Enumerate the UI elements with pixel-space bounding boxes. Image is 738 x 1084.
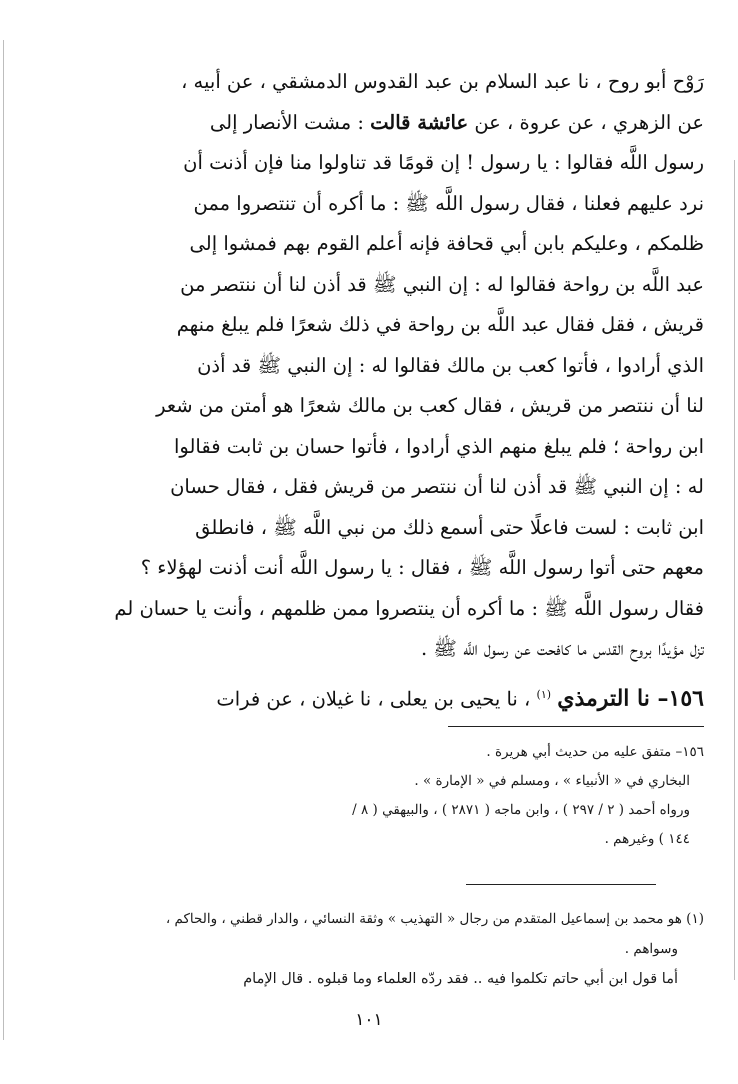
main-text-block	[84, 62, 704, 670]
footnote-line: وسواهم .	[624, 941, 678, 957]
footnote-line: (١) هو محمد بن إسماعيل المتقدم من رجال « التهذيب » وثقة النسائي ، والدار قطني ، والحاكم ،	[165, 911, 704, 927]
hadith-156-line	[84, 672, 704, 718]
text-line: نرد عليهم فعلنا ، فقال رسول اللَّه ﷺ : ما أكره أن تنتصروا ممن	[193, 191, 704, 215]
takhrij-notes	[90, 738, 704, 854]
text-line: ابن ثابت : لست فاعلًا حتى أسمع ذلك من نبي اللَّه ﷺ ، فانطلق	[195, 515, 704, 539]
text-line: الذي أرادوا ، فأتوا كعب بن مالك فقالوا له : إن النبي ﷺ قد أذن	[197, 353, 704, 377]
text-line: له : إن النبي ﷺ قد أذن لنا أن ننتصر من قريش فقل ، فقال حسان	[170, 475, 704, 498]
text-line: تزل مؤيدًا بروح القدس ما كافحت عن رسول اللَّه ﷺ .	[421, 637, 704, 660]
text-line: لنا أن ننتصر من قريش ، فقال كعب بن مالك شعرًا هو أمتن من شعر	[156, 394, 704, 417]
text-line: فقال رسول اللَّه ﷺ : ما أكره أن ينتصروا ممن ظلمهم ، وأنت يا حسان لم	[114, 596, 704, 620]
text-line	[84, 103, 704, 144]
text-line: قريش ، فقل فقال عبد اللَّه بن رواحة في ذلك شعرًا فلم يبلغ منهم	[176, 313, 704, 336]
hadith-chain: ، نا يحيى بن يعلى ، نا غيلان ، عن فرات	[216, 687, 531, 711]
text-line: معهم حتى أتوا رسول اللَّه ﷺ ، فقال : يا رسول اللَّه أنت أذنت لهؤلاء ؟	[140, 556, 704, 579]
text-segment: عن الزهري ، عن عروة ، عن	[474, 110, 704, 134]
hadith-number: ١٥٦– نا الترمذي	[557, 685, 704, 712]
page-number: ١٠١	[355, 1010, 383, 1030]
scan-edge-right	[734, 160, 735, 980]
text-line: ابن رواحة ؛ فلم يبلغ منهم الذي أرادوا ، فأتوا حسان بن ثابت فقالوا	[173, 434, 704, 458]
text-line: عبد اللَّه بن رواحة فقالوا له : إن النبي ﷺ قد أذن لنا أن ننتصر من	[180, 272, 704, 296]
divider-rule	[466, 884, 656, 885]
footnote-ref: (١)	[536, 688, 552, 701]
scan-edge-left	[3, 40, 4, 1040]
text-segment: : مشت الأنصار إلى	[209, 110, 371, 134]
note-line: البخاري في « الأنبياء » ، ومسلم في « الإمارة » .	[414, 773, 690, 789]
note-line: ورواه أحمد ( ٢ / ٢٩٧ ) ، وابن ماجه ( ٢٨٧١ ) ، والبيهقي ( ٨ /	[352, 802, 690, 818]
note-line: ١٤٤ ) وغيرهم .	[604, 831, 690, 847]
text-line: رَوْح أبو روح ، نا عبد السلام بن عبد القدوس الدمشقي ، عن أبيه ،	[181, 70, 704, 93]
footnote-line: أما قول ابن أبي حاتم تكلموا فيه .. فقد ردّه العلماء وما قبلوه . قال الإمام	[243, 971, 678, 987]
divider-rule	[448, 726, 704, 727]
text-line: ظلمكم ، وعليكم بابن أبي قحافة فإنه أعلم القوم بهم فمشوا إلى	[189, 232, 704, 255]
note-line: ١٥٦– متفق عليه من حديث أبي هريرة .	[486, 744, 704, 760]
text-line: رسول اللَّه فقالوا : يا رسول ! إن قومًا قد تناولوا منا فإن أذنت أن	[183, 151, 704, 174]
footnotes	[64, 904, 704, 994]
bold-name: عائشة قالت	[370, 110, 469, 134]
